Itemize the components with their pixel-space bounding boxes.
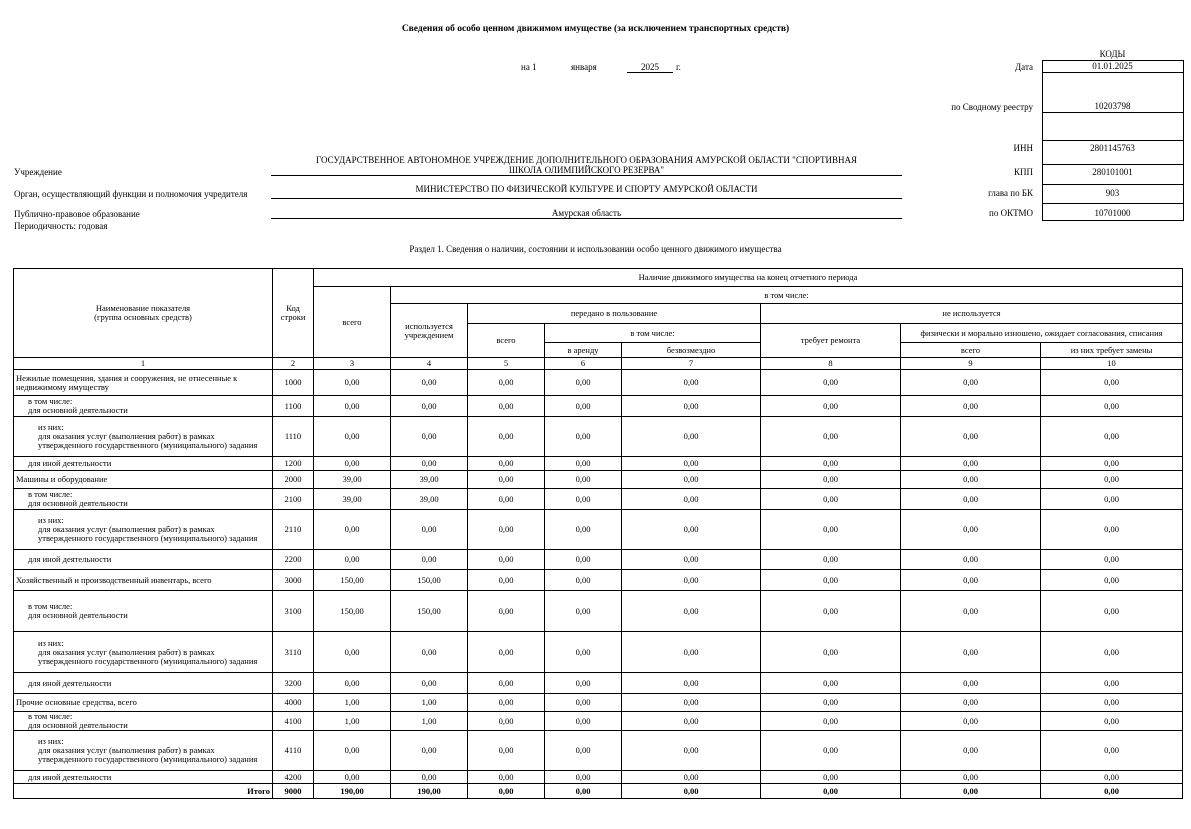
row-value: 0,00 <box>545 591 622 632</box>
codes-divider <box>1042 203 1183 204</box>
row-code: 3200 <box>273 673 314 694</box>
total-value: 190,00 <box>314 784 391 799</box>
row-name <box>14 370 273 396</box>
row-value: 0,00 <box>622 632 761 673</box>
row-code: 3100 <box>273 591 314 632</box>
col-number: 3 <box>314 358 391 370</box>
row-value: 0,00 <box>901 417 1041 457</box>
row-value: 0,00 <box>622 417 761 457</box>
header-total: всего <box>314 287 391 358</box>
row-code: 4200 <box>273 771 314 784</box>
row-value: 0,00 <box>314 457 391 471</box>
row-name <box>14 694 273 712</box>
row-value: 0,00 <box>901 694 1041 712</box>
row-value: 1,00 <box>314 712 391 731</box>
institution-name: ГОСУДАРСТВЕННОЕ АВТОНОМНОЕ УЧРЕЖДЕНИЕ ДОПОЛНИТЕЛЬНОГО ОБРАЗОВАНИЯ АМУРСКОЙ ОБЛАСТИ "СПОРТИВНАЯ ШКОЛА ОЛИМПИЙСКОГО РЕЗЕРВА" <box>271 155 902 176</box>
header-worn-replace: из них требует замены <box>1041 343 1183 358</box>
row-value: 0,00 <box>622 712 761 731</box>
row-value: 0,00 <box>622 370 761 396</box>
row-name <box>14 712 273 731</box>
inn-label: ИНН <box>1013 143 1033 153</box>
col-number: 4 <box>391 358 468 370</box>
kpp-code: 280101001 <box>1092 167 1133 177</box>
section-title: Раздел 1. Сведения о наличии, состоянии и использовании особо ценного движимого имущества <box>409 244 782 254</box>
row-name-text: для иной деятельности <box>28 677 112 688</box>
total-value: 0,00 <box>622 784 761 799</box>
total-value: 190,00 <box>391 784 468 799</box>
bk-label: глава по БК <box>988 188 1033 198</box>
row-code: 1000 <box>273 370 314 396</box>
row-value: 39,00 <box>391 471 468 489</box>
row-value: 0,00 <box>545 489 622 510</box>
header-free: безвозмездно <box>622 343 761 358</box>
oktmo-label: по ОКТМО <box>989 208 1033 218</box>
row-value: 0,00 <box>761 731 901 771</box>
header-worn: физически и морально изношено, ожидает согласования, списания <box>901 324 1183 343</box>
row-value: 0,00 <box>1041 694 1183 712</box>
row-value: 0,00 <box>1041 550 1183 570</box>
column-numbers-row <box>14 358 1183 370</box>
ppo-label: Публично-правовое образование <box>14 209 140 219</box>
row-value: 0,00 <box>761 570 901 591</box>
table-row <box>14 570 1183 591</box>
row-value: 0,00 <box>622 489 761 510</box>
row-value: 0,00 <box>761 694 901 712</box>
row-name <box>14 510 273 550</box>
header-code: Код строки <box>273 269 314 358</box>
row-value: 0,00 <box>901 457 1041 471</box>
row-value: 0,00 <box>901 370 1041 396</box>
row-value: 0,00 <box>901 731 1041 771</box>
row-value: 0,00 <box>761 457 901 471</box>
row-value: 0,00 <box>761 396 901 417</box>
row-value: 0,00 <box>901 632 1041 673</box>
table-row <box>14 489 1183 510</box>
row-name-text: Машины и оборудование <box>16 474 108 484</box>
row-value: 0,00 <box>1041 457 1183 471</box>
row-value: 1,00 <box>391 694 468 712</box>
row-value: 0,00 <box>314 370 391 396</box>
row-value: 0,00 <box>545 510 622 550</box>
row-value: 0,00 <box>314 510 391 550</box>
header-used: используется учреждением <box>391 304 468 358</box>
row-value: 150,00 <box>314 591 391 632</box>
row-name-text: для иной деятельности <box>28 458 112 468</box>
row-name-text: Хозяйственный и производственный инвентарь, всего <box>16 574 212 585</box>
row-name <box>14 457 273 471</box>
row-value: 0,00 <box>468 396 545 417</box>
row-value: 1,00 <box>391 712 468 731</box>
row-value: 0,00 <box>468 457 545 471</box>
row-value: 0,00 <box>468 550 545 570</box>
header-tr-including: в том числе: <box>545 324 761 343</box>
row-value: 0,00 <box>1041 673 1183 694</box>
row-code: 4000 <box>273 694 314 712</box>
codes-divider <box>1042 112 1183 113</box>
total-value: 0,00 <box>901 784 1041 799</box>
table-row <box>14 712 1183 731</box>
row-value: 0,00 <box>1041 417 1183 457</box>
row-value: 0,00 <box>391 771 468 784</box>
row-code: 2000 <box>273 471 314 489</box>
row-code: 1200 <box>273 457 314 471</box>
row-name <box>14 570 273 591</box>
table-row <box>14 471 1183 489</box>
table-row <box>14 632 1183 673</box>
row-name <box>14 771 273 784</box>
row-value: 0,00 <box>622 457 761 471</box>
row-name <box>14 591 273 632</box>
row-value: 0,00 <box>545 457 622 471</box>
col-number: 10 <box>1041 358 1183 370</box>
total-label: Итого <box>14 784 273 799</box>
founder-name: МИНИСТЕРСТВО ПО ФИЗИЧЕСКОЙ КУЛЬТУРЕ И СПОРТУ АМУРСКОЙ ОБЛАСТИ <box>271 184 902 199</box>
row-value: 0,00 <box>901 471 1041 489</box>
row-value: 1,00 <box>314 694 391 712</box>
row-value: 0,00 <box>1041 489 1183 510</box>
row-value: 0,00 <box>468 370 545 396</box>
row-code: 2200 <box>273 550 314 570</box>
row-value: 0,00 <box>545 771 622 784</box>
row-value: 0,00 <box>901 510 1041 550</box>
col-number: 9 <box>901 358 1041 370</box>
row-value: 0,00 <box>901 591 1041 632</box>
row-value: 150,00 <box>391 570 468 591</box>
row-name-text: из них: для оказания услуг (выполнения работ) в рамках утвержденного государственного (муниципального) задания <box>38 515 258 543</box>
date-prefix: на 1 <box>521 62 537 72</box>
row-value: 0,00 <box>1041 731 1183 771</box>
row-value: 0,00 <box>468 489 545 510</box>
total-code: 9000 <box>273 784 314 799</box>
header-tr-total: всего <box>468 324 545 358</box>
row-value: 0,00 <box>1041 632 1183 673</box>
row-value: 0,00 <box>622 591 761 632</box>
row-value: 0,00 <box>468 417 545 457</box>
row-value: 0,00 <box>901 570 1041 591</box>
row-value: 0,00 <box>761 771 901 784</box>
date-month: января <box>571 62 597 72</box>
col-number: 1 <box>14 358 273 370</box>
table-row <box>14 510 1183 550</box>
row-value: 0,00 <box>622 694 761 712</box>
table-row <box>14 370 1183 396</box>
row-value: 0,00 <box>468 694 545 712</box>
row-name-text: из них: для оказания услуг (выполнения работ) в рамках утвержденного государственного (муниципального) задания <box>38 422 258 450</box>
row-value: 0,00 <box>761 550 901 570</box>
col-number: 5 <box>468 358 545 370</box>
row-name <box>14 731 273 771</box>
row-value: 150,00 <box>391 591 468 632</box>
row-value: 0,00 <box>622 396 761 417</box>
row-code: 2100 <box>273 489 314 510</box>
total-value: 0,00 <box>545 784 622 799</box>
col-number: 6 <box>545 358 622 370</box>
row-value: 0,00 <box>391 370 468 396</box>
row-value: 0,00 <box>761 591 901 632</box>
row-name-text: в том числе: для основной деятельности <box>28 489 128 508</box>
row-value: 0,00 <box>761 489 901 510</box>
row-value: 0,00 <box>391 632 468 673</box>
row-value: 0,00 <box>545 471 622 489</box>
row-value: 0,00 <box>545 632 622 673</box>
row-value: 0,00 <box>391 510 468 550</box>
date-suffix: г. <box>676 62 681 72</box>
row-name <box>14 550 273 570</box>
total-value: 0,00 <box>468 784 545 799</box>
col-number: 8 <box>761 358 901 370</box>
row-value: 0,00 <box>391 396 468 417</box>
bk-code: 903 <box>1105 188 1120 198</box>
kpp-label: КПП <box>1013 167 1033 177</box>
row-value: 0,00 <box>468 471 545 489</box>
row-value: 0,00 <box>391 731 468 771</box>
row-value: 0,00 <box>1041 712 1183 731</box>
registry-label: по Сводному реестру <box>951 102 1033 112</box>
row-name <box>14 417 273 457</box>
row-value: 0,00 <box>468 510 545 550</box>
row-value: 0,00 <box>468 712 545 731</box>
header-rent: в аренду <box>545 343 622 358</box>
row-name <box>14 489 273 510</box>
row-value: 0,00 <box>468 673 545 694</box>
row-value: 0,00 <box>314 771 391 784</box>
table-row <box>14 457 1183 471</box>
row-name-text: для иной деятельности <box>28 554 112 564</box>
date-code: 01.01.2025 <box>1092 61 1133 71</box>
row-value: 0,00 <box>468 771 545 784</box>
row-value: 0,00 <box>391 457 468 471</box>
row-value: 0,00 <box>622 550 761 570</box>
institution-label: Учреждение <box>14 167 62 177</box>
header-repair: требует ремонта <box>761 324 901 358</box>
row-value: 0,00 <box>622 471 761 489</box>
total-value: 0,00 <box>761 784 901 799</box>
row-value: 0,00 <box>545 731 622 771</box>
row-value: 0,00 <box>314 632 391 673</box>
row-value: 0,00 <box>545 417 622 457</box>
row-value: 0,00 <box>314 417 391 457</box>
row-value: 0,00 <box>761 510 901 550</box>
row-code: 1100 <box>273 396 314 417</box>
row-value: 0,00 <box>545 396 622 417</box>
row-value: 0,00 <box>391 417 468 457</box>
row-value: 39,00 <box>314 489 391 510</box>
inn-code: 2801145763 <box>1090 143 1135 153</box>
row-name <box>14 673 273 694</box>
table-row <box>14 731 1183 771</box>
row-value: 0,00 <box>901 489 1041 510</box>
periodicity: Периодичность: годовая <box>14 221 108 231</box>
row-value: 0,00 <box>622 673 761 694</box>
codes-heading: КОДЫ <box>1099 49 1126 59</box>
total-value: 0,00 <box>1041 784 1183 799</box>
row-value: 0,00 <box>761 417 901 457</box>
row-value: 0,00 <box>391 673 468 694</box>
row-value: 0,00 <box>761 632 901 673</box>
row-value: 0,00 <box>761 673 901 694</box>
row-value: 0,00 <box>901 396 1041 417</box>
report-title: Сведения об особо ценном движимом имуществе (за исключением транспортных средств) <box>401 24 790 34</box>
row-value: 0,00 <box>314 673 391 694</box>
row-value: 0,00 <box>1041 471 1183 489</box>
row-name <box>14 471 273 489</box>
table-row <box>14 550 1183 570</box>
header-name: Наименование показателя (группа основных средств) <box>14 269 273 358</box>
row-name-text: в том числе: для основной деятельности <box>28 396 128 415</box>
row-value: 0,00 <box>1041 396 1183 417</box>
table-row <box>14 417 1183 457</box>
row-value: 0,00 <box>901 771 1041 784</box>
codes-divider <box>1042 184 1183 185</box>
row-code: 4100 <box>273 712 314 731</box>
row-value: 0,00 <box>545 694 622 712</box>
row-value: 0,00 <box>545 550 622 570</box>
row-value: 0,00 <box>622 570 761 591</box>
row-value: 0,00 <box>901 673 1041 694</box>
date-label: Дата <box>1015 62 1033 72</box>
col-number: 2 <box>273 358 314 370</box>
row-name <box>14 632 273 673</box>
row-value: 0,00 <box>761 712 901 731</box>
row-value: 0,00 <box>622 771 761 784</box>
row-name-text: в том числе: для основной деятельности <box>28 711 128 730</box>
row-value: 39,00 <box>314 471 391 489</box>
row-value: 0,00 <box>1041 370 1183 396</box>
row-name-text: из них: для оказания услуг (выполнения работ) в рамках утвержденного государственного (муниципального) задания <box>38 637 258 666</box>
founder-label: Орган, осуществляющий функции и полномочия учредителя <box>14 189 248 199</box>
header-not-used: не используется <box>761 304 1183 324</box>
header-worn-total: всего <box>901 343 1041 358</box>
row-value: 0,00 <box>622 731 761 771</box>
table-row <box>14 591 1183 632</box>
row-code: 4110 <box>273 731 314 771</box>
row-code: 3000 <box>273 570 314 591</box>
row-value: 0,00 <box>1041 510 1183 550</box>
codes-divider <box>1042 72 1183 73</box>
codes-divider <box>1042 164 1183 165</box>
table-row <box>14 673 1183 694</box>
row-name <box>14 396 273 417</box>
table-row <box>14 694 1183 712</box>
row-value: 0,00 <box>761 370 901 396</box>
row-code: 2110 <box>273 510 314 550</box>
ppo-name: Амурская область <box>271 208 902 219</box>
row-name-text: Прочие основные средства, всего <box>16 697 137 707</box>
row-name-text: в том числе: для основной деятельности <box>28 601 128 620</box>
row-value: 0,00 <box>545 673 622 694</box>
row-value: 0,00 <box>901 550 1041 570</box>
row-value: 39,00 <box>391 489 468 510</box>
header-transferred: передано в пользование <box>468 304 761 324</box>
codes-divider <box>1042 140 1183 141</box>
row-value: 0,00 <box>314 550 391 570</box>
row-value: 0,00 <box>468 632 545 673</box>
row-name-text: Нежилые помещения, здания и сооружения, не отнесенные к недвижимому имуществу <box>16 372 238 392</box>
row-value: 0,00 <box>545 370 622 396</box>
total-row <box>14 784 1183 799</box>
row-value: 0,00 <box>468 570 545 591</box>
osdi-table <box>13 268 1183 799</box>
row-value: 0,00 <box>622 510 761 550</box>
row-value: 0,00 <box>1041 771 1183 784</box>
col-number: 7 <box>622 358 761 370</box>
row-value: 0,00 <box>545 712 622 731</box>
table-row <box>14 771 1183 784</box>
row-value: 0,00 <box>314 396 391 417</box>
row-name-text: из них: для оказания услуг (выполнения работ) в рамках утвержденного государственного (муниципального) задания <box>38 736 258 764</box>
registry-code: 10203798 <box>1094 101 1131 111</box>
row-value: 0,00 <box>901 712 1041 731</box>
header-availability: Наличие движимого имущества на конец отчетного периода <box>314 269 1183 287</box>
row-code: 3110 <box>273 632 314 673</box>
row-value: 0,00 <box>1041 570 1183 591</box>
row-value: 0,00 <box>468 591 545 632</box>
date-year: 2025 <box>627 62 673 73</box>
row-value: 0,00 <box>761 471 901 489</box>
header-including: в том числе: <box>391 287 1183 304</box>
row-name-text: для иной деятельности <box>28 771 112 782</box>
row-value: 150,00 <box>314 570 391 591</box>
oktmo-code: 10701000 <box>1094 208 1131 218</box>
table-row <box>14 396 1183 417</box>
row-value: 0,00 <box>1041 591 1183 632</box>
row-value: 0,00 <box>545 570 622 591</box>
row-code: 1110 <box>273 417 314 457</box>
row-value: 0,00 <box>314 731 391 771</box>
row-value: 0,00 <box>391 550 468 570</box>
row-value: 0,00 <box>468 731 545 771</box>
